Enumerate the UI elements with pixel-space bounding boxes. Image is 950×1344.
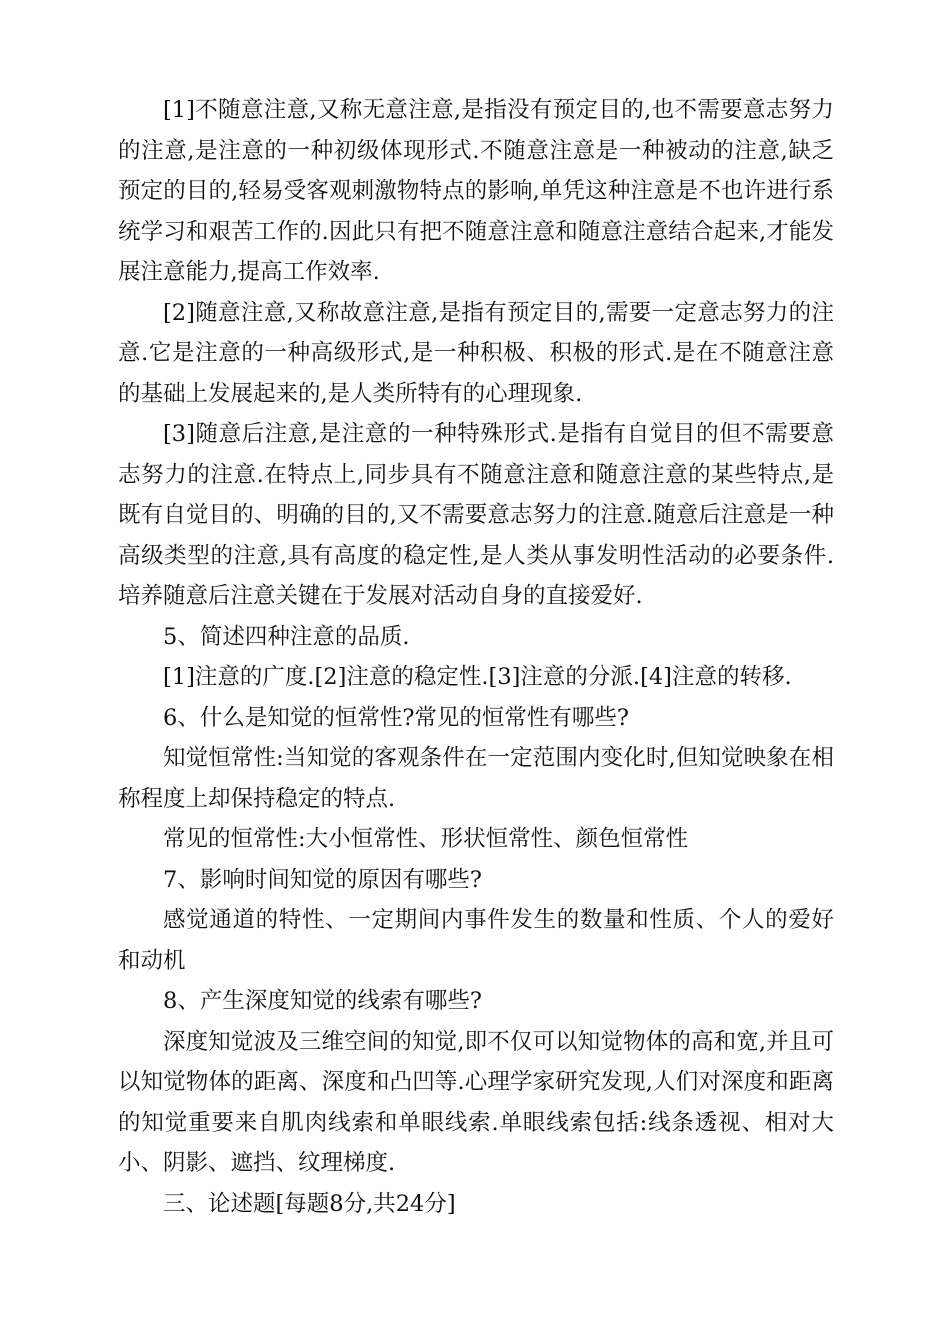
question-6-heading: 6、什么是知觉的恒常性?常见的恒常性有哪些? [163, 704, 629, 731]
question-8-heading: 8、产生深度知觉的线索有哪些? [163, 988, 482, 1014]
question-5-answer: [1]注意的广度.[2]注意的稳定性.[3]注意的分派.[4]注意的转移. [163, 664, 792, 690]
question-6-answer-types: 常见的恒常性:大小恒常性、形状恒常性、颜色恒常性 [163, 826, 689, 852]
question-7-answer: 感觉通道的特性、一定期间内事件发生的数量和性质、个人的爱好和动机 [118, 907, 834, 974]
paragraph-random-attention-1: [1]不随意注意,又称无意注意,是指没有预定目的,也不需要意志努力的注意,是注意的一种初级体现形式.不随意注意是一种被动的注意,缺乏预定的目的,轻易受客观刺激物特点的影响,单凭这种注意是不也许进行系统学习和艰苦工作的.因此只有把不随意注意和随意注意结合起来,才能发展注意能力,提高工作效率. [118, 97, 834, 285]
question-5-heading: 5、简述四种注意的品质. [163, 623, 410, 650]
question-8-answer: 深度知觉波及三维空间的知觉,即不仅可以知觉物体的高和宽,并且可以知觉物体的距离、深度和凸凹等.心理学家研究发现,人们对深度和距离的知觉重要来自肌肉线索和单眼线索.单眼线索包括:线条透视、相对大小、阴影、遮挡、纹理梯度. [118, 1028, 834, 1176]
document-page [118, 90, 834, 1224]
paragraph-random-attention-2: [2]随意注意,又称故意注意,是指有预定目的,需要一定意志努力的注意.它是注意的一种高级形式,是一种积极、积极的形式.是在不随意注意的基础上发展起来的,是人类所特有的心理现象. [118, 299, 834, 407]
question-6-answer-definition: 知觉恒常性:当知觉的客观条件在一定范围内变化时,但知觉映象在相称程度上却保持稳定的特点. [118, 745, 834, 812]
paragraph-random-attention-3: [3]随意后注意,是注意的一种特殊形式.是指有自觉目的但不需要意志努力的注意.在特点上,同步具有不随意注意和随意注意的某些特点,是既有自觉目的、明确的目的,又不需要意志努力的注意.随意后注意是一种高级类型的注意,具有高度的稳定性,是人类从事发明性活动的必要条件.培养随意后注意关键在于发展对活动自身的直接爱好. [118, 421, 834, 609]
section-3-heading: 三、论述题[每题8分,共24分] [163, 1190, 456, 1217]
question-7-heading: 7、影响时间知觉的原因有哪些? [163, 866, 482, 893]
